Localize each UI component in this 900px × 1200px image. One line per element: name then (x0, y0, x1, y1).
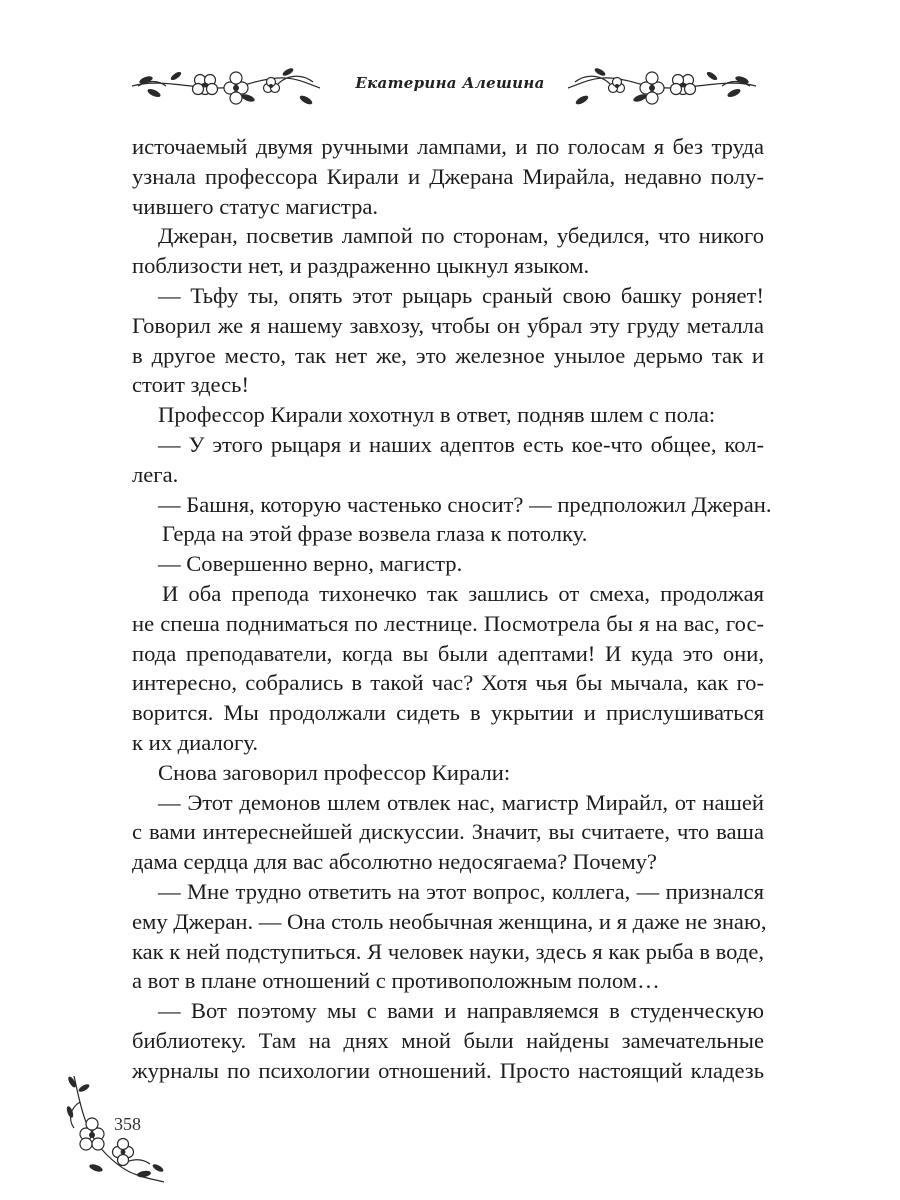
text-line: Герда на этой фразе возвела глаза к потолку. (162, 521, 588, 547)
floral-ornament-icon (565, 58, 760, 118)
text-line: — Совершенно верно, магистр. (158, 551, 463, 577)
text-line: не спеша подниматься по лестнице. Посмотрела бы я на вас, гос- (132, 610, 764, 636)
text-line: ворится. Мы продолжали сидеть в укрытии и прислушиваться (132, 700, 764, 726)
text-line: И оба препода тихонечко так зашлись от смеха, продолжая (162, 580, 764, 606)
text-line: стоит здесь! (132, 372, 249, 398)
text-line: интересно, собрались в такой час? Хотя чья бы мычала, как го- (132, 670, 764, 696)
text-line: Джеран, посветив лампой по сторонам, убедился, что никого (158, 223, 764, 249)
text-line: к их диалогу. (132, 729, 258, 755)
text-line: — Тьфу ты, опять этот рыцарь сраный свою башку роняет! (158, 282, 764, 308)
text-line: — Мне трудно ответить на этот вопрос, коллега, — признался (158, 878, 764, 904)
text-line: лега. (132, 461, 179, 487)
text-line: дама сердца для вас абсолютно недосягаема? Почему? (132, 849, 657, 875)
page-header (0, 58, 900, 118)
text-line: поблизости нет, и раздраженно цыкнул языком. (132, 253, 590, 279)
text-line: — У этого рыцаря и наших адептов есть кое-что общее, кол- (158, 431, 764, 457)
text-line: Снова заговорил профессор Кирали: (158, 759, 511, 785)
text-line: ему Джеран. — Она столь необычная женщина, и я даже не знаю, (132, 908, 767, 934)
text-line: узнала профессора Кирали и Джерана Мирайла, недавно полу- (132, 163, 764, 189)
body-text (132, 132, 772, 1086)
text-line: как к ней подступиться. Я человек науки, здесь я как рыба в воде, (132, 938, 764, 964)
page-number: 358 (114, 1114, 141, 1134)
text-line: библиотеку. Там на днях мной были найдены замечательные (132, 1027, 764, 1053)
text-line: с вами интереснейшей дискуссии. Значит, вы считаете, что ваша (132, 819, 764, 845)
text-line: чившего статус магистра. (132, 193, 379, 219)
text-line: Профессор Кирали хохотнул в ответ, подняв шлем с пола: (158, 402, 716, 428)
text-line: Говорил же я нашему завхозу, чтобы он убрал эту груду металла (132, 312, 764, 338)
text-line: — Этот демонов шлем отвлек нас, магистр Мирайл, от нашей (158, 789, 764, 815)
text-line: а вот в плане отношений с противоположным полом… (132, 968, 660, 994)
text-line: источаемый двумя ручными лампами, и по голосам я без труда (132, 134, 764, 159)
author-name: Екатерина Алешина (355, 74, 545, 92)
text-line: в другое место, так нет же, это железное унылое дерьмо так и (132, 342, 764, 368)
text-line: — Вот поэтому мы с вами и направляемся в студенческую (158, 998, 764, 1024)
text-line: журналы по психологии отношений. Просто настоящий кладезь (132, 1057, 764, 1083)
text-line: пода преподаватели, когда вы были адептами! И куда это они, (132, 640, 764, 666)
text-line: — Башня, которую частенько сносит? — предположил Джеран. (158, 491, 772, 517)
